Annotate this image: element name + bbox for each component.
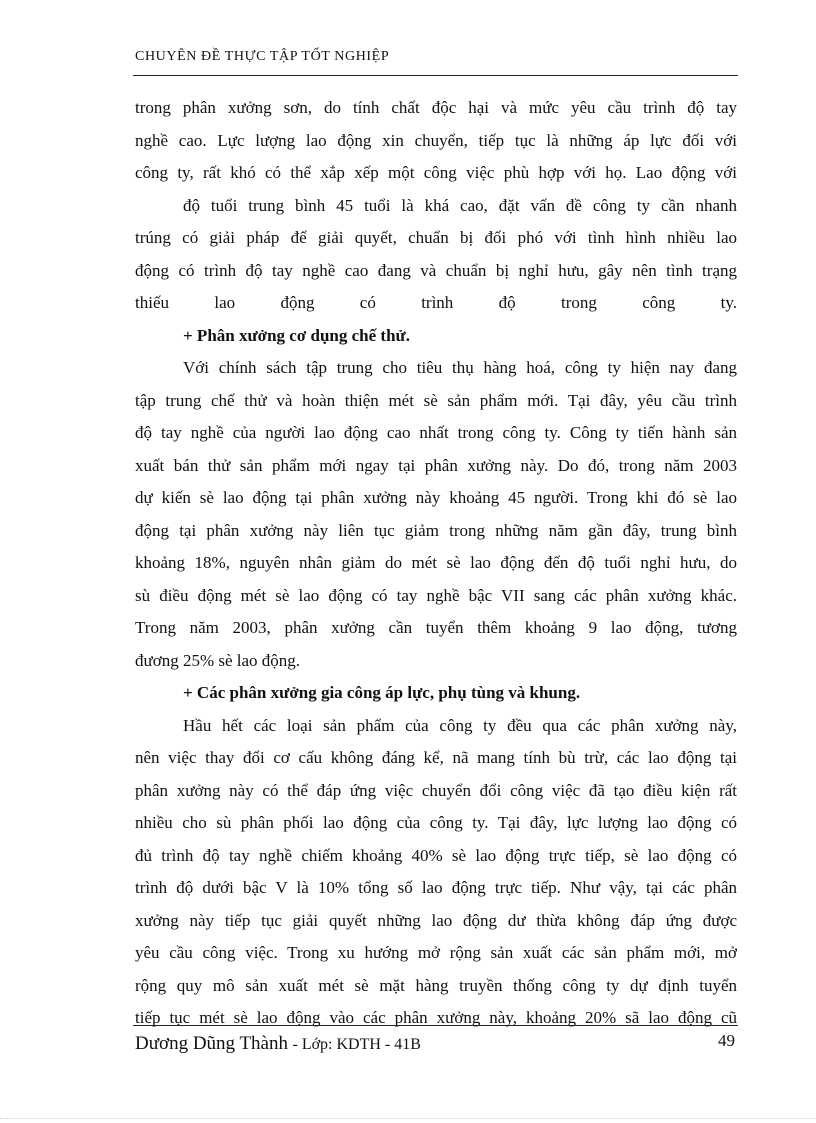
text-line: Trong năm 2003, phân xưởng cần tuyển thêm khoảng 9 lao động, tương bbox=[135, 618, 737, 637]
text-line: phân xưởng này có thể đáp ứng việc chuyển đổi công việc đã tạo điều kiện rất bbox=[135, 780, 737, 800]
text-line: xuất bán thử sản phẩm mới ngay tại phân xưởng này. Do đó, trong năm 2003 bbox=[135, 455, 737, 475]
section-heading-text: + Phân xưởng cơ dụng chế thử. bbox=[183, 325, 410, 345]
text-line: nghề cao. Lực lượng lao động xin chuyển, tiếp tục là những áp lực đối với bbox=[135, 130, 737, 150]
text-line: thiếu lao động có trình độ trong công ty. bbox=[135, 293, 737, 312]
section-heading-text: + Các phân xưởng gia công áp lực, phụ tùng và khung. bbox=[183, 683, 581, 702]
text-line: rộng quy mô sản xuất mét sè mặt hàng truyền thống công ty dự định tuyển bbox=[135, 975, 737, 995]
text-line: trong phân xưởng sơn, do tính chất độc hại và mức yêu cầu trình độ tay bbox=[135, 98, 737, 117]
header-divider bbox=[133, 75, 738, 76]
page-number: 49 bbox=[718, 1031, 735, 1050]
footer-author-line bbox=[135, 1033, 421, 1055]
footer-divider bbox=[133, 1025, 738, 1026]
text-line: nên việc thay đổi cơ cấu không đáng kể, nã mang tính bù trừ, các lao động tại bbox=[135, 748, 737, 767]
page-edge-divider bbox=[0, 1118, 816, 1119]
text-line: yêu cầu công việc. Trong xu hướng mở rộng sản xuất các sản phẩm mới, mở bbox=[135, 943, 737, 962]
text-line: sù điều động mét sè lao động có tay nghề bậc VII sang các phân xưởng khác. bbox=[135, 585, 737, 605]
text-line: tiếp tục mét sè lao động vào các phân xưởng này, khoảng 20% sã lao động cũ bbox=[135, 1008, 737, 1027]
footer-class: - Lớp: KDTH - 41B bbox=[292, 1036, 421, 1053]
text-line: độ tay nghề của người lao động cao nhất trong công ty. Công ty tiến hành sản bbox=[135, 423, 737, 442]
text-line: đương 25% sè lao động. bbox=[135, 650, 301, 670]
section-heading bbox=[135, 320, 737, 353]
page-header-title: CHUYÊN ĐỀ THỰC TẬP TỐT NGHIỆP bbox=[135, 49, 390, 64]
text-line: Hầu hết các loại sản phẩm của công ty đều qua các phân xưởng này, bbox=[183, 715, 737, 735]
text-line: Với chính sách tập trung cho tiêu thụ hàng hoá, công ty hiện nay đang bbox=[183, 358, 737, 377]
text-line: động có trình độ tay nghề cao đang và chuẩn bị nghỉ hưu, gây nên tình trạng bbox=[135, 260, 737, 280]
text-line: dự kiến sè lao động tại phân xưởng này khoảng 45 người. Trong khi đó sè lao bbox=[135, 488, 737, 507]
text-line: trình độ dưới bậc V là 10% tổng số lao động trực tiếp. Như vậy, tại các phân bbox=[135, 878, 737, 897]
footer-author: Dương Dũng Thành bbox=[135, 1033, 288, 1054]
text-line: trúng có giải pháp để giải quyết, chuẩn bị đối phó với tình hình nhiều lao bbox=[135, 228, 737, 247]
text-line: khoảng 18%, nguyên nhân giảm do mét sè lao động đến độ tuổi nghỉ hưu, do bbox=[135, 553, 737, 572]
text-line: độ tuổi trung bình 45 tuổi là khá cao, đặt vấn đề công ty cần nhanh bbox=[183, 195, 737, 215]
text-line: động tại phân xưởng này liên tục giảm trong những năm gần đây, trung bình bbox=[135, 520, 737, 540]
text-line: đủ trình độ tay nghề chiếm khoảng 40% sè lao động trực tiếp, sè lao động có bbox=[135, 845, 737, 865]
body-text bbox=[135, 92, 737, 1035]
section-heading bbox=[135, 677, 737, 710]
text-line: nhiều cho sù phân phối lao động của công ty. Tại đây, lực lượng lao động có bbox=[135, 813, 737, 832]
text-line: công ty, rất khó có thể xắp xếp một công việc phù hợp với họ. Lao động với bbox=[135, 163, 737, 182]
text-line: xưởng này tiếp tục giải quyết những lao động dư thừa không đáp ứng được bbox=[135, 910, 737, 930]
text-line: tập trung chế thử và hoàn thiện mét sè sản phẩm mới. Tại đây, yêu cầu trình bbox=[135, 390, 737, 410]
